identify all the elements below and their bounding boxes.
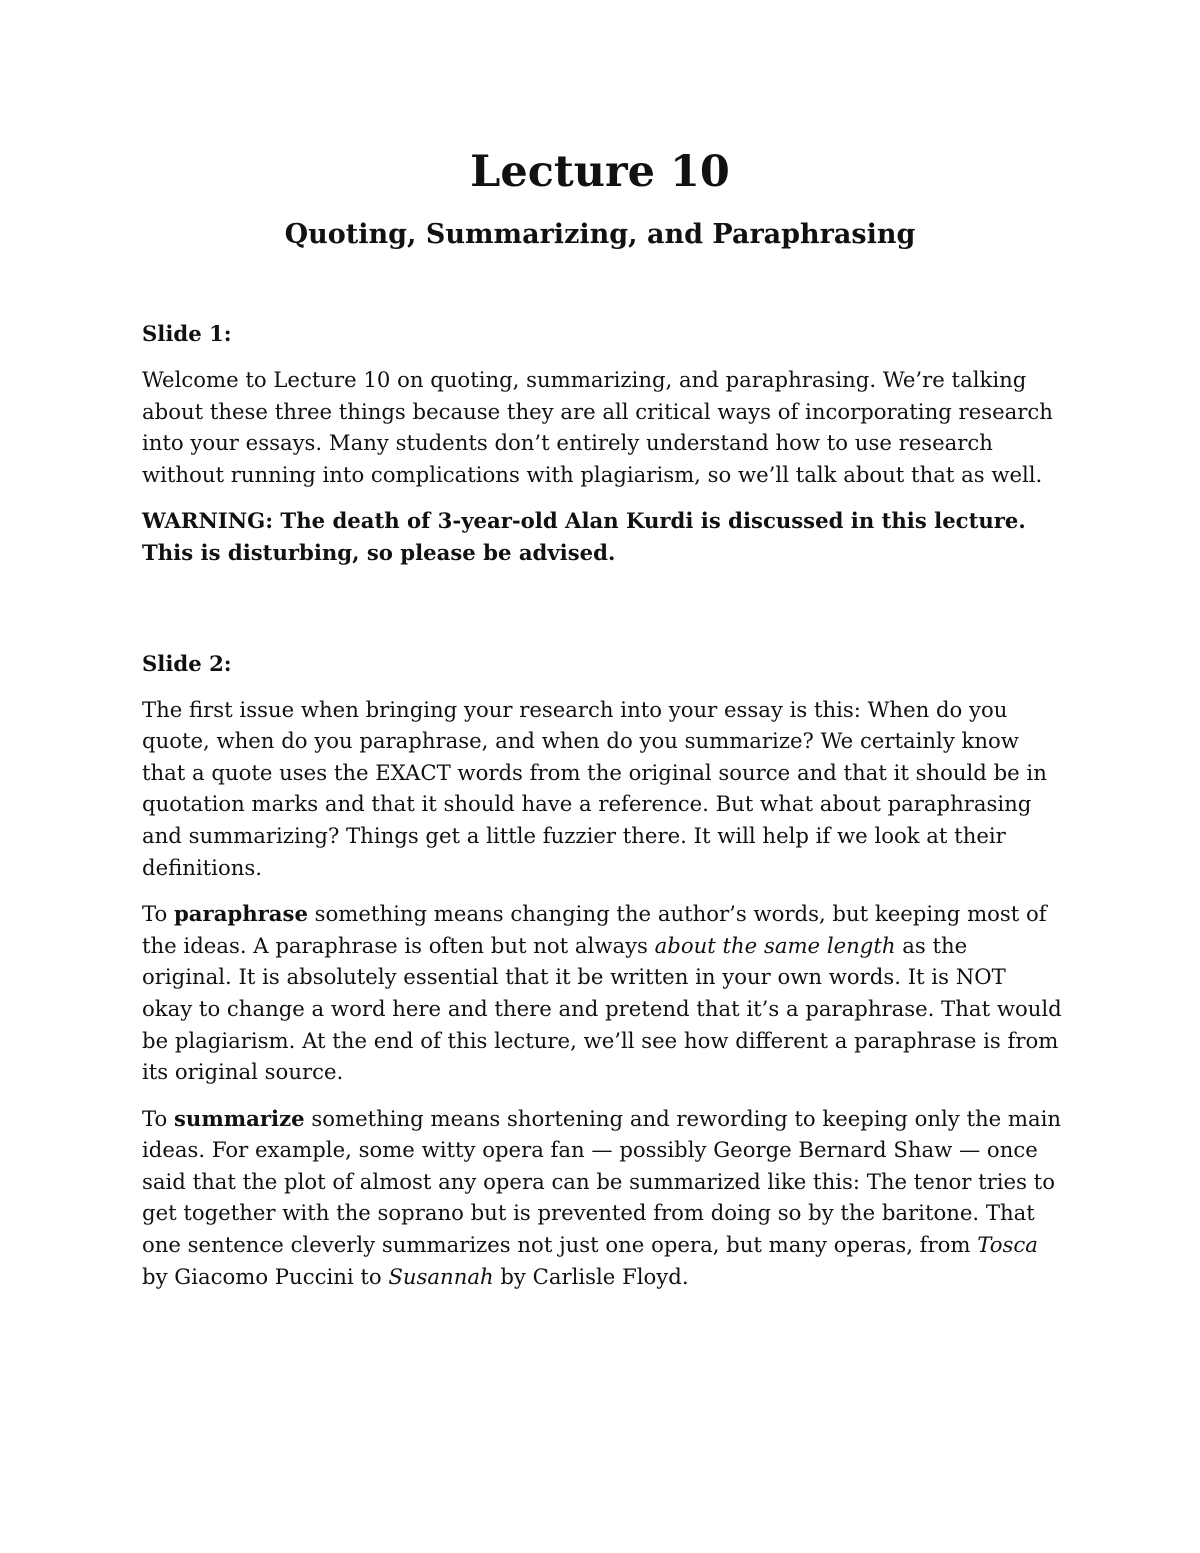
page-title: Lecture 10 [470, 147, 730, 197]
document-body [142, 318, 1062, 1307]
slide-2-paragraph-1: The first issue when bringing your research into your essay is this: When do you quote, when do you paraphrase, and when do you summarize? We certainly know that a quote uses the EXACT words from the original source and that it should be in quotation marks and that it should have a reference. But what about paraphrasing and summarizing? Things get a little fuzzier there. It will help if we look at their definitions. [142, 696, 1047, 880]
content-warning: WARNING: The death of 3-year-old Alan Kurdi is discussed in this lecture. This is disturbing, so please be advised. [142, 508, 1026, 565]
text-run: as the original. It is absolutely essential that it be written in your own words. It is NOT okay to change a word here and there and pretend that it’s a paraphrase. That would be plagiarism. At the end of this lecture, we’ll see how different a paraphrase is from its original source. [142, 932, 1062, 1085]
slide-1-intro: Welcome to Lecture 10 on quoting, summarizing, and paraphrasing. We’re talking about these three things because they are all critical ways of incorporating research into your essays. Many students don’t entirely understand how to use research without running into complications with plagiarism, so we’ll talk about that as well. [142, 367, 1053, 487]
term-summarize: summarize [173, 1105, 305, 1131]
text-run: something means shortening and rewording to keeping only the main ideas. For example, some witty opera fan — possibly George Bernard Shaw — once said that the plot of almost any opera can be summarized like this: The tenor tries to get together with the soprano but is prevented from doing so by the baritone. That one sentence cleverly summarizes not just one opera, but many operas, from [142, 1105, 1062, 1258]
text-run: To [142, 1105, 174, 1131]
term-paraphrase: paraphrase [173, 901, 308, 927]
text-run: by Giacomo Puccini to [142, 1263, 389, 1289]
text-run: something means changing the author’s words, but keeping most of the ideas. A paraphrase is often but not always [142, 901, 1047, 958]
page-subtitle: Quoting, Summarizing, and Paraphrasing [284, 219, 916, 250]
opera-title-tosca: Tosca [977, 1232, 1038, 1258]
slide-1-heading: Slide 1: [142, 321, 232, 346]
text-run: To [142, 901, 174, 927]
slide-2-heading: Slide 2: [142, 650, 232, 676]
emphasis-text: about the same length [654, 932, 896, 958]
text-run: by Carlisle Floyd. [493, 1263, 689, 1289]
section-gap [142, 584, 1062, 648]
opera-title-susannah: Susannah [388, 1263, 494, 1289]
paraphrase-definition [142, 898, 1062, 1088]
summarize-definition [142, 1103, 1062, 1293]
